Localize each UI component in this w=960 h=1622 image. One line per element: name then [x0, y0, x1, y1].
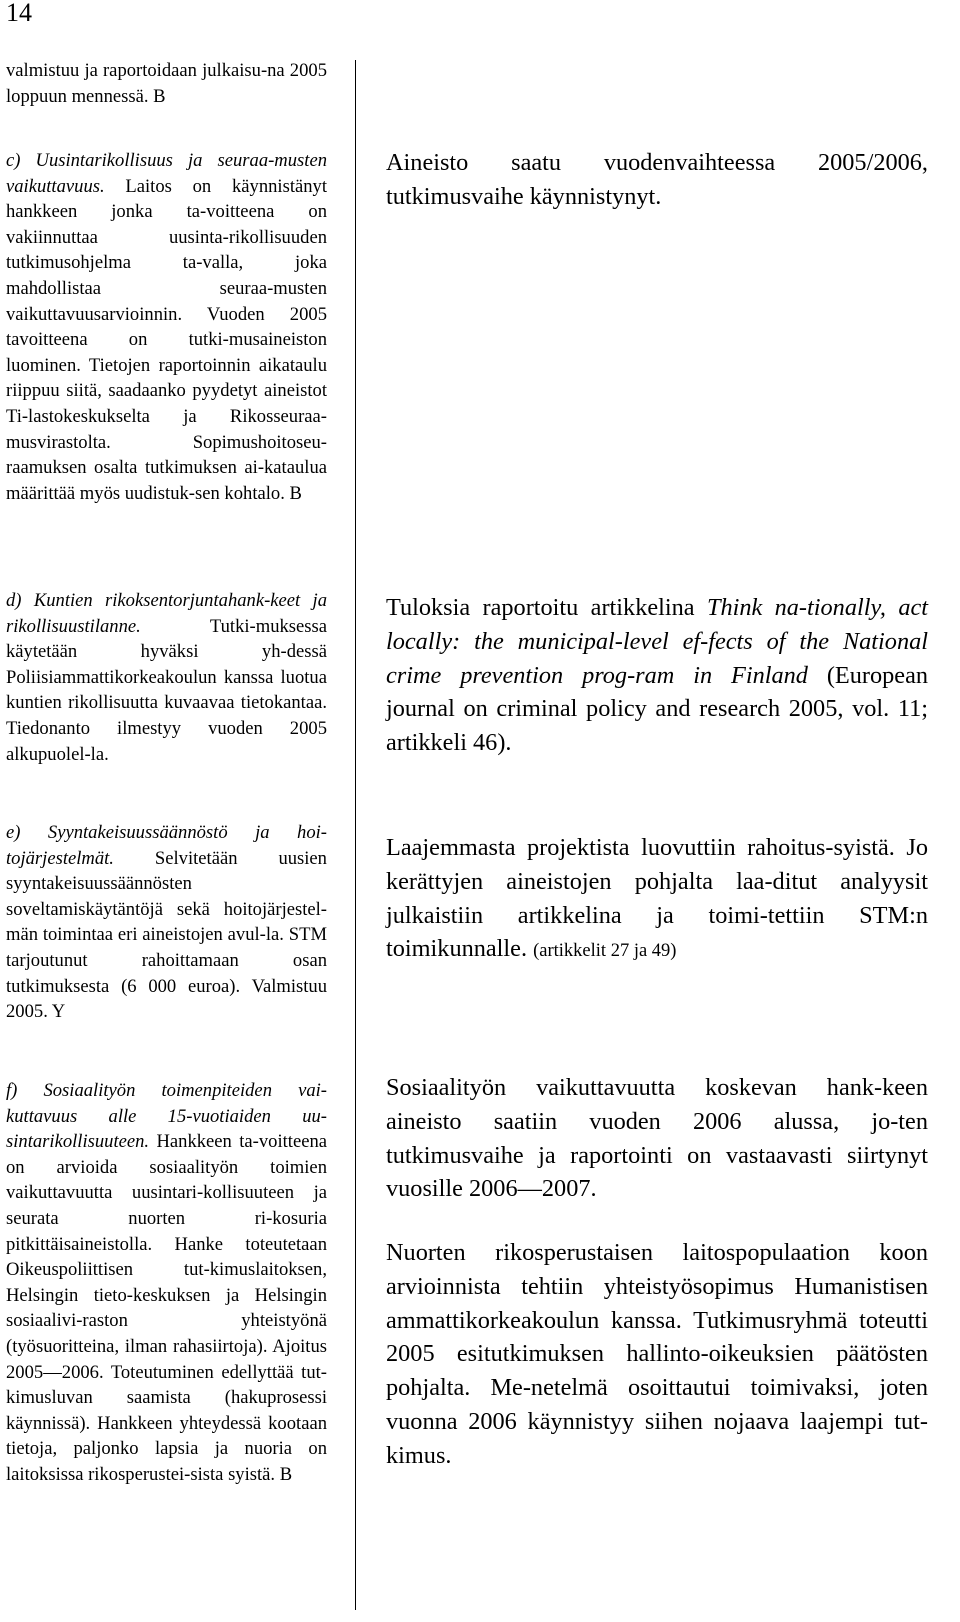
status-f-1: [386, 1071, 928, 1206]
status-d-paragraph: [386, 591, 928, 760]
intro-paragraph: [6, 58, 327, 109]
section-c-body: Laitos on käynnistänyt hankkeen jonka ta-voitteena on vakiinnuttaa uusinta-rikollisuuden tutkimusohjelma ta-valla, joka mahdollistaa seuraa-musten vaikuttavuusarvioinnin. Vuoden 2005 tavoitteena on tutki-musaineiston luominen. Tietojen raportoinnin aikataulu riippuu siitä, saadaanko pyydetyt aineistot Ti-lastokeskukselta ja Rikosseuraa-musvirastolta. Sopimushoitoseu-raamuksen osalta tutkimuksen ai-kataulua määrittää myös uudistuk-sen kohtalo. B: [6, 175, 327, 504]
section-f-paragraph: [6, 1078, 327, 1488]
section-e-title: e) Syyntakeisuussäännöstö ja hoi-tojärjestelmät.: [6, 822, 327, 869]
section-c-paragraph: [6, 148, 327, 506]
page-number: 14: [6, 0, 32, 27]
status-f-2: [386, 1236, 928, 1473]
section-f-body: Hankkeen ta-voitteena on arvioida sosiaalityön toimien vaikuttavuutta uusintari-kollisuuteen ja seurata nuorten ri-kosuria pitkittäisaineistolla. Hanke toteutetaan Oikeuspoliittisen tut-kimuslaitoksen, Helsingin tieto-keskuksen ja Helsingin sosiaalivi-raston yhteistyönä (työsuoritteina, ilman rahasiirtoja). Ajoitus 2005—2006. Toteutuminen edellyttää tut-kimusluvan saamista (hakuprosessi käynnissä). Hankkeen yhteydessä kootaan tietoja, paljonko lapsia ja nuoria on laitoksissa rikosperustei-sista syistä. B: [6, 1131, 327, 1485]
status-d-lead: Tuloksia raportoitu artikkelina: [386, 594, 695, 621]
status-d-tail: (European journal on criminal policy and research 2005, vol. 11; artikkeli 46).: [386, 661, 928, 757]
section-e-paragraph: [6, 820, 327, 1025]
status-d-article-title: Think na-tionally, act locally: the municipal-level ef-fects of the National crime prevention prog-ram in Finland: [386, 594, 929, 689]
status-e: [386, 831, 928, 969]
section-c-title: c) Uusintarikollisuus ja seuraa-musten vaikuttavuus.: [6, 150, 327, 197]
section-e-body: Selvitetään uusien syyntakeisuussäännösten soveltamiskäytäntöjä sekä hoitojärjestel-män toimintaa eri aineistojen avul-la. STM tarjoutunut rahoittamaan osan tutkimuksesta (6 000 euroa). Valmistuu 2005. Y: [6, 847, 327, 1023]
status-f-2-text: Nuorten rikosperustaisen laitospopulaation koon arvioinnista tehtiin yhteistyösopimus Humanistisen ammattikorkeakoulun kanssa. Tutkimusryhmä toteutti 2005 esitutkimuksen hallinto-oikeuksien päätösten pohjalta. Me-netelmä osoittautui toimivaksi, joten vuonna 2006 käynnistyy siihen nojaava laajempi tut-kimus.: [386, 1239, 928, 1469]
section-d-title: d) Kuntien rikoksentorjuntahank-keet ja rikollisuustilanne.: [6, 590, 327, 637]
section-d-paragraph: [6, 588, 327, 767]
section-d: [6, 588, 327, 767]
status-d: [386, 591, 928, 760]
section-f-title: f) Sosiaalityön toimenpiteiden vai-kuttavuus alle 15-vuotiaiden uu-sintarikollisuuteen.: [6, 1080, 327, 1153]
section-f: [6, 1078, 327, 1488]
section-d-body: Tutki-muksessa käytetään hyväksi yh-dessä Poliisiammattikorkeakoulun kanssa luotua kuntien rikollisuutta kuvaavaa tietokantaa. Tiedonanto ilmestyy vuoden 2005 alkupuolel-la.: [6, 615, 327, 765]
status-e-text: Laajemmasta projektista luovuttiin rahoitus-syistä. Jo kerättyjen aineistojen pohjalta laa-ditut analyysit julkaistiin artikkelina ja toimi-tettiin STM:n toimikunnalle.: [386, 834, 928, 963]
status-e-paragraph: [386, 831, 928, 969]
section-c: [6, 148, 327, 506]
intro-text: valmistuu ja raportoidaan julkaisu-na 2005 loppuun mennessä. B: [6, 60, 327, 107]
section-e: [6, 820, 327, 1025]
status-c-text: Aineisto saatu vuodenvaihteessa 2005/2006, tutkimusvaihe käynnistynyt.: [386, 149, 928, 210]
status-e-note: (artikkelit 27 ja 49): [533, 941, 677, 962]
column-divider: [355, 60, 356, 1610]
status-f-1-text: Sosiaalityön vaikuttavuutta koskevan hank-keen aineisto saatiin vuoden 2006 alussa, jo-ten tutkimusvaihe ja raportointi on vastaavasti siirtynyt vuosille 2006—2007.: [386, 1074, 928, 1203]
status-c: [386, 146, 928, 214]
